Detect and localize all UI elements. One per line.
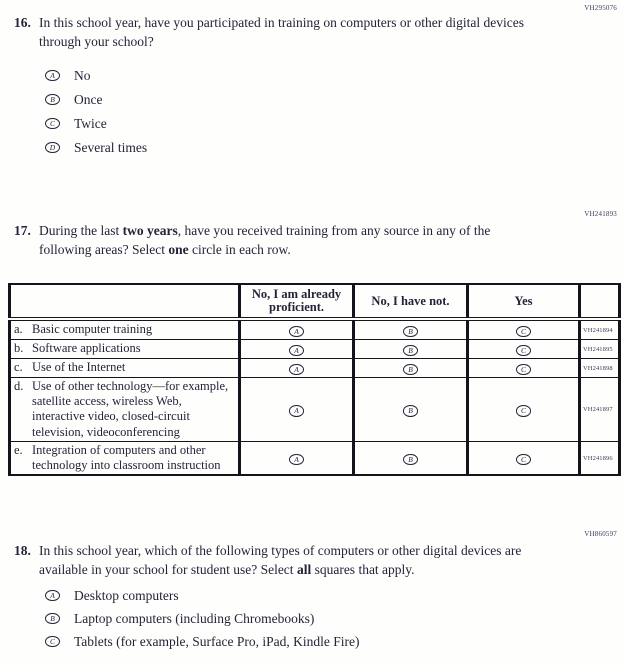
q18-bubble-a[interactable]: A xyxy=(45,590,60,602)
q17-header-yes: Yes xyxy=(468,284,580,319)
q16-bubble-b[interactable]: B xyxy=(45,94,60,106)
q17-text: During the last two years, have you received training from any source in any of the following areas? Select one circle in each row. xyxy=(39,223,491,257)
q17-row-basic-computer-training xyxy=(10,319,620,340)
q17-row-e-bubble-b[interactable]: B xyxy=(403,454,418,466)
q16-option-twice xyxy=(45,114,626,133)
q17-row-e-code: VH241896 xyxy=(580,441,620,475)
q17-row-a-bubble-c[interactable]: C xyxy=(516,326,531,338)
q16-text: In this school year, have you participated in training on computers or other digital devices through your school? xyxy=(39,15,524,49)
q17-row-a-bubble-a[interactable]: A xyxy=(289,326,304,338)
question-16-section xyxy=(0,0,626,157)
q18-option-desktop-computers xyxy=(45,586,626,605)
q17-row-d-bubble-a[interactable]: A xyxy=(289,405,304,417)
q17-row-software-applications xyxy=(10,340,620,359)
q16-question xyxy=(14,13,626,51)
q16-option-label: No xyxy=(74,67,91,83)
q17-row-other-technology xyxy=(10,378,620,442)
q18-bubble-c[interactable]: C xyxy=(45,636,60,648)
q17-row-a-code: VH241894 xyxy=(580,319,620,340)
q17-row-d-code: VH241897 xyxy=(580,378,620,442)
q17-header-already-proficient: No, I am already proficient. xyxy=(240,284,354,319)
question-17-section xyxy=(0,210,626,476)
q17-row-use-of-internet xyxy=(10,359,620,378)
q18-option-label: Laptop computers (including Chromebooks) xyxy=(74,610,315,626)
q17-number: 17. xyxy=(14,223,31,238)
q17-header-have-not: No, I have not. xyxy=(354,284,468,319)
q17-row-integration-classroom xyxy=(10,441,620,475)
q17-row-e-bubble-a[interactable]: A xyxy=(289,454,304,466)
q18-form-code: VH860597 xyxy=(584,530,617,539)
q17-row-b-code: VH241895 xyxy=(580,340,620,359)
q18-option-tablets xyxy=(45,632,626,651)
q17-row-c-label: c. Use of the Internet xyxy=(14,360,126,374)
q16-number: 16. xyxy=(14,15,31,30)
q17-row-b-bubble-b[interactable]: B xyxy=(403,345,418,357)
q17-question xyxy=(14,221,626,259)
q16-bubble-a[interactable]: A xyxy=(45,70,60,82)
question-18-section xyxy=(0,530,626,651)
q17-row-c-code: VH241898 xyxy=(580,359,620,378)
q17-row-b-label: b. Software applications xyxy=(14,341,141,355)
q16-option-label: Several times xyxy=(74,139,148,155)
q17-row-a-bubble-b[interactable]: B xyxy=(403,326,418,338)
q16-option-once xyxy=(45,90,626,109)
q17-form-code: VH241893 xyxy=(584,210,617,218)
q16-bubble-d[interactable]: D xyxy=(45,142,60,154)
q17-row-b-bubble-a[interactable]: A xyxy=(289,345,304,357)
q17-row-e-bubble-c[interactable]: C xyxy=(516,454,531,466)
q18-number: 18. xyxy=(14,543,31,559)
q17-row-c-bubble-a[interactable]: A xyxy=(289,364,304,376)
q17-row-d-bubble-b[interactable]: B xyxy=(403,405,418,417)
q17-response-table xyxy=(8,283,621,476)
q16-option-label: Once xyxy=(74,91,103,107)
q17-row-c-bubble-b[interactable]: B xyxy=(403,364,418,376)
q17-row-d-bubble-c[interactable]: C xyxy=(516,405,531,417)
q16-form-code: VH295076 xyxy=(584,4,617,12)
q16-option-label: Twice xyxy=(74,115,107,131)
q16-options xyxy=(45,66,626,157)
q17-row-b-bubble-c[interactable]: C xyxy=(516,345,531,357)
q18-option-label: Desktop computers xyxy=(74,587,179,603)
q16-option-several-times xyxy=(45,138,626,157)
q16-option-no xyxy=(45,66,626,85)
q17-header-empty xyxy=(10,284,240,319)
q17-row-a-label: a. Basic computer training xyxy=(14,322,153,336)
q18-question xyxy=(14,541,626,579)
q18-option-laptop-computers xyxy=(45,609,626,628)
q18-bubble-b[interactable]: B xyxy=(45,613,60,625)
q17-row-d-label: d. Use of other technology—for example, satellite access, wireless Web, interactive video, closed-circuit television, videoconferencing xyxy=(14,379,229,439)
q17-header-row xyxy=(10,284,620,319)
q18-text: In this school year, which of the following types of computers or other digital devices are available in your school for student use? Select all squares that apply. xyxy=(39,543,522,578)
q16-bubble-c[interactable]: C xyxy=(45,118,60,130)
q18-option-label: Tablets (for example, Surface Pro, iPad, Kindle Fire) xyxy=(74,633,360,649)
q18-options xyxy=(45,586,626,651)
q17-header-code xyxy=(580,284,620,319)
q17-row-e-label: e. Integration of computers and other technology into classroom instruction xyxy=(14,442,221,473)
q17-row-c-bubble-c[interactable]: C xyxy=(516,364,531,376)
